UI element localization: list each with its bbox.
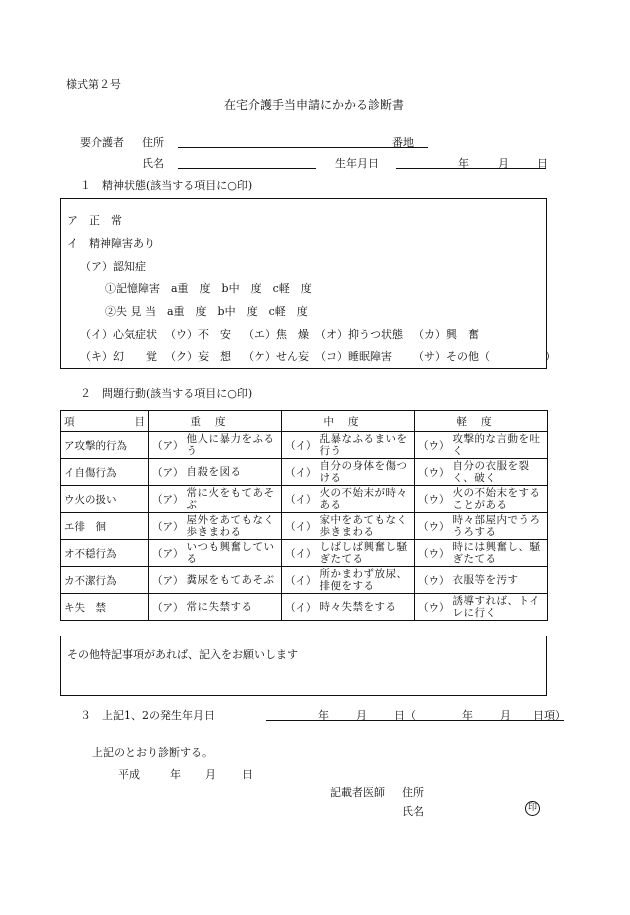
- date-day-label: 日: [242, 768, 253, 781]
- symptom-option[interactable]: （コ）睡眠障害: [315, 350, 392, 363]
- option-tag: （ウ）: [418, 601, 450, 614]
- option-text: 屋外をあてもなく歩きまわる: [186, 514, 275, 538]
- mild-option[interactable]: [415, 459, 548, 486]
- form-number: 様式第２号: [66, 78, 121, 91]
- option-text: いつも興奮している: [186, 541, 275, 565]
- onset-year2-label: 年: [462, 709, 473, 722]
- section2-heading: ２ 問題行動(該当する項目に○印): [80, 387, 253, 400]
- severe-option[interactable]: [149, 513, 282, 540]
- severe-option[interactable]: [149, 432, 282, 459]
- option-tag: （ア）: [152, 520, 184, 533]
- address-field[interactable]: [178, 147, 428, 148]
- option-text: 火の不始末が時々ある: [319, 487, 408, 511]
- moderate-option[interactable]: [282, 594, 415, 621]
- option-text: 所かまわず放尿、排便をする: [319, 568, 408, 592]
- mild-option[interactable]: [415, 432, 548, 459]
- moderate-option[interactable]: [282, 567, 415, 594]
- severe-option[interactable]: [149, 594, 282, 621]
- option-text: 誘導すれば、トイレに行く: [452, 595, 540, 619]
- disorder-option[interactable]: イ 精神障害あり: [67, 237, 155, 250]
- diagnosis-statement: 上記のとおり診断する。: [92, 746, 213, 759]
- option-text: 常に火をもてあそぶ: [186, 487, 275, 511]
- table-row: [61, 432, 548, 459]
- seal-icon: 印: [525, 801, 540, 816]
- header-item: 項 目: [61, 411, 149, 432]
- option-text: 時々失禁をする: [319, 601, 397, 613]
- name-label: 氏名: [142, 157, 164, 170]
- severe-option[interactable]: [149, 567, 282, 594]
- option-tag: （ウ）: [418, 439, 450, 452]
- mild-option[interactable]: [415, 594, 548, 621]
- behavior-item: ウ火の扱い: [61, 486, 149, 513]
- mild-option[interactable]: [415, 567, 548, 594]
- option-text: 攻撃的な言動を吐く: [452, 433, 541, 457]
- header-mild: 軽度: [415, 411, 548, 432]
- onset-year-label: 年: [318, 709, 329, 722]
- option-text: 火の不始末をすることがある: [452, 487, 541, 511]
- date-month-label: 月: [205, 768, 216, 781]
- notes-prompt: その他特記事項があれば、記入をお願いします: [67, 648, 298, 661]
- option-tag: （ア）: [152, 601, 184, 614]
- option-text: 乱暴なふるまいを行う: [319, 433, 408, 457]
- page-title: 在宅介護手当申請にかかる診断書: [224, 98, 405, 112]
- option-text: 他人に暴力をふるう: [186, 433, 275, 457]
- mild-option[interactable]: [415, 486, 548, 513]
- onset-month-label: 月: [356, 709, 367, 722]
- symptom-option[interactable]: （オ）抑うつ状態: [315, 328, 403, 341]
- option-tag: （ア）: [152, 439, 184, 452]
- table-row: [61, 486, 548, 513]
- option-tag: （ア）: [152, 574, 184, 587]
- doctor-name-label: 氏名: [402, 805, 424, 818]
- option-tag: （ウ）: [418, 547, 450, 560]
- doctor-label: 記載者医師: [330, 786, 385, 799]
- moderate-option[interactable]: [282, 513, 415, 540]
- address-suffix: 番地: [392, 136, 414, 149]
- behavior-item: ア攻撃的行為: [61, 432, 149, 459]
- onset-day-label: 日（: [394, 709, 416, 722]
- behavior-item: カ不潔行為: [61, 567, 149, 594]
- moderate-option[interactable]: [282, 486, 415, 513]
- option-tag: （ウ）: [418, 493, 450, 506]
- symptom-option[interactable]: （ケ）せん妄: [243, 350, 309, 363]
- option-tag: （ウ）: [418, 466, 450, 479]
- table-row: [61, 513, 548, 540]
- onset-day2-label: 日項）: [533, 709, 566, 722]
- behavior-table: [60, 410, 548, 621]
- option-tag: （ア）: [152, 493, 184, 506]
- table-row: [61, 567, 548, 594]
- symptom-option[interactable]: （ク）妄 想: [165, 350, 231, 363]
- option-text: 自分の衣服を裂く、破く: [452, 460, 530, 484]
- behavior-item: キ失 禁: [61, 594, 149, 621]
- header-moderate: 中度: [282, 411, 415, 432]
- option-text: 自殺を図る: [186, 466, 242, 478]
- option-text: 常に失禁する: [186, 601, 253, 613]
- moderate-option[interactable]: [282, 540, 415, 567]
- table-header-row: [61, 411, 548, 432]
- symptom-option[interactable]: （イ）心気症状: [80, 328, 157, 341]
- mild-option[interactable]: [415, 540, 548, 567]
- applicant-label: 要介護者: [80, 136, 124, 149]
- option-tag: （イ）: [285, 520, 317, 533]
- era-label: 平成: [118, 768, 140, 781]
- option-text: 衣服等を汚す: [452, 574, 519, 586]
- behavior-item: オ不穏行為: [61, 540, 149, 567]
- date-year-label: 年: [170, 768, 181, 781]
- section1-heading: １ 精神状態(該当する項目に○印): [80, 179, 253, 192]
- mild-option[interactable]: [415, 513, 548, 540]
- disorientation-row[interactable]: ②失 見 当 a重 度 b中 度 c軽 度: [105, 305, 308, 318]
- doctor-address-label: 住所: [402, 786, 424, 799]
- table-row: [61, 459, 548, 486]
- normal-option[interactable]: ア 正 常: [67, 214, 122, 227]
- address-label: 住所: [142, 136, 164, 149]
- behavior-item: イ自傷行為: [61, 459, 149, 486]
- birthdate-field[interactable]: [396, 168, 546, 169]
- option-tag: （ウ）: [418, 574, 450, 587]
- option-tag: （イ）: [285, 574, 317, 587]
- name-field[interactable]: [178, 168, 316, 169]
- severe-option[interactable]: [149, 459, 282, 486]
- birth-day-label: 日: [537, 157, 548, 170]
- severe-option[interactable]: [149, 486, 282, 513]
- dementia-option[interactable]: （ア）認知症: [80, 260, 146, 273]
- option-tag: （イ）: [285, 439, 317, 452]
- symptom-option[interactable]: （ウ）不 安: [165, 328, 231, 341]
- header-severe: 重度: [149, 411, 282, 432]
- table-row: [61, 540, 548, 567]
- symptom-option[interactable]: （エ）焦 燥: [243, 328, 309, 341]
- option-text: 家中をあてもなく歩きまわる: [319, 514, 408, 538]
- table-row: [61, 594, 548, 621]
- option-text: しばしば興奮し騒ぎたてる: [319, 541, 408, 565]
- severe-option[interactable]: [149, 540, 282, 567]
- onset-date-label: ３ 上記1、2の発生年月日: [80, 709, 215, 722]
- symptom-option[interactable]: （キ）幻 覚: [80, 350, 157, 363]
- option-text: 自分の身体を傷つける: [319, 460, 408, 484]
- option-text: 時々部屋内でうろうろする: [452, 514, 541, 538]
- behavior-item: エ徘 徊: [61, 513, 149, 540]
- option-text: 糞尿をもてあそぶ: [186, 574, 275, 586]
- option-tag: （ア）: [152, 466, 184, 479]
- notes-box[interactable]: [60, 636, 547, 696]
- option-tag: （イ）: [285, 493, 317, 506]
- symptom-option[interactable]: （カ）興 奮: [413, 328, 479, 341]
- birth-month-label: 月: [498, 157, 509, 170]
- option-tag: （イ）: [285, 601, 317, 614]
- option-tag: （ウ）: [418, 520, 450, 533]
- symptom-option[interactable]: （サ）その他（ ）: [413, 350, 556, 363]
- moderate-option[interactable]: [282, 432, 415, 459]
- option-tag: （イ）: [285, 466, 317, 479]
- moderate-option[interactable]: [282, 459, 415, 486]
- memory-impairment-row[interactable]: ①記憶障害 a重 度 b中 度 c軽 度: [105, 282, 312, 295]
- onset-month2-label: 月: [500, 709, 511, 722]
- birth-year-label: 年: [458, 157, 469, 170]
- option-tag: （ア）: [152, 547, 184, 560]
- option-text: 時には興奮し、騒ぎたてる: [452, 541, 541, 565]
- option-tag: （イ）: [285, 547, 317, 560]
- birth-label: 生年月日: [335, 157, 379, 170]
